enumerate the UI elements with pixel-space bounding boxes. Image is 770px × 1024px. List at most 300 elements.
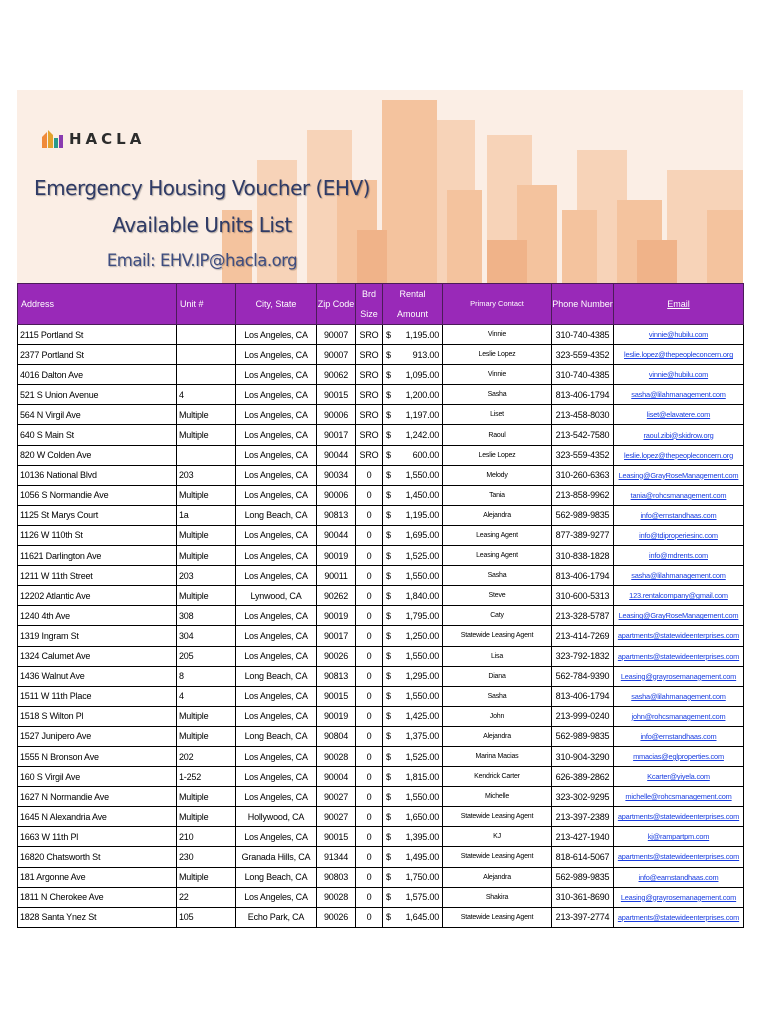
cell-zip: 90813 <box>317 666 356 686</box>
cell-city-state: Long Beach, CA <box>236 666 317 686</box>
table-row <box>18 827 744 847</box>
cell-rental-amount <box>383 505 443 525</box>
column-header-rent-line-2: Amount <box>396 309 429 319</box>
cell-bedroom-size: SRO <box>356 405 383 425</box>
cell-primary-contact: Leslie Lopez <box>443 345 552 365</box>
cell-address: 1663 W 11th Pl <box>18 827 177 847</box>
cell-email-link[interactable]: raoul.zibi@skidrow.org <box>614 425 744 445</box>
cell-phone: 310-740-4385 <box>552 325 614 345</box>
table-row <box>18 847 744 867</box>
cell-rental-amount <box>383 847 443 867</box>
header-banner <box>17 90 743 284</box>
cell-zip: 90011 <box>317 566 356 586</box>
cell-bedroom-size: 0 <box>356 546 383 566</box>
cell-unit <box>177 345 236 365</box>
currency-symbol: $ <box>386 791 391 802</box>
cell-phone: 818-614-5067 <box>552 847 614 867</box>
cell-rental-amount <box>383 726 443 746</box>
cell-zip: 90019 <box>317 546 356 566</box>
cell-phone: 213-414-7269 <box>552 626 614 646</box>
rent-value: 1,250.00 <box>405 630 439 641</box>
cell-phone: 323-792-1832 <box>552 646 614 666</box>
cell-primary-contact: Vinnie <box>443 365 552 385</box>
cell-bedroom-size: 0 <box>356 746 383 766</box>
cell-city-state: Los Angeles, CA <box>236 767 317 787</box>
page-title-line-2: Available Units List <box>112 213 292 237</box>
rent-value: 1,197.00 <box>405 409 439 420</box>
cell-zip: 90015 <box>317 827 356 847</box>
cell-city-state: Los Angeles, CA <box>236 887 317 907</box>
currency-symbol: $ <box>386 831 391 842</box>
rent-value: 1,840.00 <box>405 590 439 601</box>
cell-city-state: Los Angeles, CA <box>236 425 317 445</box>
cell-city-state: Los Angeles, CA <box>236 606 317 626</box>
cell-primary-contact: Shakira <box>443 887 552 907</box>
currency-symbol: $ <box>386 731 391 742</box>
cell-unit: 210 <box>177 827 236 847</box>
currency-symbol: $ <box>386 389 391 400</box>
rent-value: 600.00 <box>412 450 439 461</box>
cell-primary-contact: Liset <box>443 405 552 425</box>
table-row <box>18 606 744 626</box>
cell-primary-contact: John <box>443 706 552 726</box>
column-header-address: Address <box>18 284 177 325</box>
cell-primary-contact: Michelle <box>443 787 552 807</box>
cell-city-state: Los Angeles, CA <box>236 566 317 586</box>
table-row <box>18 686 744 706</box>
cell-primary-contact: Statewide Leasing Agent <box>443 907 552 927</box>
cell-address: 1324 Calumet Ave <box>18 646 177 666</box>
cell-primary-contact: Caty <box>443 606 552 626</box>
cell-phone: 323-559-4352 <box>552 445 614 465</box>
cell-email-link[interactable]: apartments@statewideenterprises.com <box>614 646 744 666</box>
cell-email-link[interactable]: Leasing@grayrosemanagement.com <box>614 887 744 907</box>
table-row <box>18 405 744 425</box>
column-header-unit: Unit # <box>177 284 236 325</box>
table-row <box>18 726 744 746</box>
currency-symbol: $ <box>386 490 391 501</box>
cell-email-link[interactable]: apartments@statewideenterprises.com <box>614 907 744 927</box>
cell-city-state: Los Angeles, CA <box>236 686 317 706</box>
cell-city-state: Los Angeles, CA <box>236 365 317 385</box>
cell-rental-amount <box>383 485 443 505</box>
cell-email-link[interactable]: sasha@lilahmanagement.com <box>614 686 744 706</box>
cell-address: 1511 W 11th Place <box>18 686 177 706</box>
cell-bedroom-size: SRO <box>356 425 383 445</box>
cell-rental-amount <box>383 405 443 425</box>
cell-address: 820 W Colden Ave <box>18 445 177 465</box>
cell-email-link[interactable]: apartments@statewideenterprises.com <box>614 807 744 827</box>
cell-unit: Multiple <box>177 586 236 606</box>
cell-email-link[interactable]: info@ernstandhaas.com <box>614 505 744 525</box>
table-row <box>18 626 744 646</box>
cell-primary-contact: Statewide Leasing Agent <box>443 807 552 827</box>
cell-zip: 90028 <box>317 746 356 766</box>
cell-primary-contact: Leasing Agent <box>443 546 552 566</box>
cell-city-state: Los Angeles, CA <box>236 787 317 807</box>
cell-city-state: Los Angeles, CA <box>236 546 317 566</box>
cell-zip: 90006 <box>317 485 356 505</box>
cell-bedroom-size: 0 <box>356 807 383 827</box>
table-row <box>18 706 744 726</box>
cell-bedroom-size: 0 <box>356 767 383 787</box>
table-row <box>18 787 744 807</box>
table-row <box>18 887 744 907</box>
cell-address: 12202 Atlantic Ave <box>18 586 177 606</box>
table-row <box>18 445 744 465</box>
cell-primary-contact: Kendrick Carter <box>443 767 552 787</box>
cell-phone: 310-361-8690 <box>552 887 614 907</box>
cell-city-state: Los Angeles, CA <box>236 626 317 646</box>
rent-value: 1,575.00 <box>405 892 439 903</box>
cell-email-link[interactable]: tania@rohcsmanagement.com <box>614 485 744 505</box>
table-row <box>18 566 744 586</box>
currency-symbol: $ <box>386 711 391 722</box>
cell-zip: 90017 <box>317 626 356 646</box>
cell-address: 564 N Virgil Ave <box>18 405 177 425</box>
cell-phone: 310-904-3290 <box>552 746 614 766</box>
cell-phone: 213-999-0240 <box>552 706 614 726</box>
currency-symbol: $ <box>386 691 391 702</box>
cell-rental-amount <box>383 827 443 847</box>
cell-zip: 90004 <box>317 767 356 787</box>
cell-phone: 310-838-1828 <box>552 546 614 566</box>
cell-city-state: Long Beach, CA <box>236 867 317 887</box>
rent-value: 1,550.00 <box>405 570 439 581</box>
hacla-logo-text: HACLA <box>69 130 146 148</box>
rent-value: 1,195.00 <box>405 329 439 340</box>
cell-zip: 90062 <box>317 365 356 385</box>
cell-phone: 813-406-1794 <box>552 566 614 586</box>
cell-address: 181 Argonne Ave <box>18 867 177 887</box>
cell-city-state: Lynwood, CA <box>236 586 317 606</box>
table-row <box>18 907 744 927</box>
cell-email-link[interactable]: info@mdrents.com <box>614 546 744 566</box>
table-row <box>18 867 744 887</box>
currency-symbol: $ <box>386 851 391 862</box>
cell-address: 1828 Santa Ynez St <box>18 907 177 927</box>
table-row <box>18 666 744 686</box>
cell-address: 1211 W 11th Street <box>18 566 177 586</box>
cell-city-state: Granada Hills, CA <box>236 847 317 867</box>
cell-rental-amount <box>383 566 443 586</box>
cell-address: 1319 Ingram St <box>18 626 177 646</box>
cell-primary-contact: Statewide Leasing Agent <box>443 847 552 867</box>
cell-address: 16820 Chatsworth St <box>18 847 177 867</box>
column-header-bedroom-line-2: Size <box>360 309 378 319</box>
cell-unit: 230 <box>177 847 236 867</box>
cell-phone: 213-328-5787 <box>552 606 614 626</box>
cell-email-link[interactable]: mmacias@eglproperties.com <box>614 746 744 766</box>
cell-email-link[interactable]: Kcarter@yiyela.com <box>614 767 744 787</box>
cell-address: 11621 Darlington Ave <box>18 546 177 566</box>
rent-value: 1,550.00 <box>405 791 439 802</box>
cell-unit <box>177 365 236 385</box>
cell-primary-contact: Alejandra <box>443 505 552 525</box>
cell-city-state: Long Beach, CA <box>236 726 317 746</box>
cell-email-link[interactable]: info@earnstandhaas.com <box>614 867 744 887</box>
cell-city-state: Echo Park, CA <box>236 907 317 927</box>
rent-value: 1,395.00 <box>405 831 439 842</box>
cell-unit <box>177 445 236 465</box>
cell-rental-amount <box>383 646 443 666</box>
column-header-phone: Phone Number <box>552 284 614 325</box>
column-header-email <box>614 284 744 325</box>
cell-city-state: Los Angeles, CA <box>236 525 317 545</box>
hacla-logo-icon <box>42 130 64 148</box>
cell-rental-amount <box>383 666 443 686</box>
rent-value: 913.00 <box>412 349 439 360</box>
cell-rental-amount <box>383 586 443 606</box>
cell-email-link[interactable]: sasha@lilahmanagement.com <box>614 566 744 586</box>
cell-rental-amount <box>383 626 443 646</box>
cell-zip: 90044 <box>317 445 356 465</box>
cell-unit: Multiple <box>177 807 236 827</box>
cell-email-link[interactable]: info@tdiproperiesinc.com <box>614 525 744 545</box>
cell-bedroom-size: 0 <box>356 847 383 867</box>
currency-symbol: $ <box>386 409 391 420</box>
column-header-city-state: City, State <box>236 284 317 325</box>
cell-unit: 202 <box>177 746 236 766</box>
cell-primary-contact: Sasha <box>443 566 552 586</box>
cell-phone: 562-989-9835 <box>552 505 614 525</box>
cell-email-link[interactable]: Leasing@GrayRoseManagement.com <box>614 465 744 485</box>
column-header-bedroom-line-1: Brd <box>361 289 376 299</box>
currency-symbol: $ <box>386 550 391 561</box>
cell-phone: 813-406-1794 <box>552 686 614 706</box>
cell-city-state: Los Angeles, CA <box>236 345 317 365</box>
cell-unit: Multiple <box>177 706 236 726</box>
cell-address: 521 S Union Avenue <box>18 385 177 405</box>
currency-symbol: $ <box>386 811 391 822</box>
cell-city-state: Long Beach, CA <box>236 505 317 525</box>
cell-email-link[interactable]: Leasing@GrayRoseManagement.com <box>614 606 744 626</box>
table-row <box>18 746 744 766</box>
cell-rental-amount <box>383 767 443 787</box>
cell-unit: 203 <box>177 465 236 485</box>
cell-primary-contact: KJ <box>443 827 552 847</box>
hacla-logo <box>42 130 145 148</box>
cell-unit: 308 <box>177 606 236 626</box>
currency-symbol: $ <box>386 590 391 601</box>
currency-symbol: $ <box>386 671 391 682</box>
cell-address: 2377 Portland St <box>18 345 177 365</box>
cell-address: 1436 Walnut Ave <box>18 666 177 686</box>
rent-value: 1,815.00 <box>405 771 439 782</box>
rent-value: 1,425.00 <box>405 711 439 722</box>
rent-value: 1,495.00 <box>405 851 439 862</box>
cell-rental-amount <box>383 325 443 345</box>
table-row <box>18 385 744 405</box>
cell-zip: 90007 <box>317 325 356 345</box>
cell-email-link[interactable]: liset@elavatere.com <box>614 405 744 425</box>
cell-phone: 213-858-9962 <box>552 485 614 505</box>
cell-address: 1125 St Marys Court <box>18 505 177 525</box>
cell-primary-contact: Leslie Lopez <box>443 445 552 465</box>
cell-unit: 205 <box>177 646 236 666</box>
cell-primary-contact: Melody <box>443 465 552 485</box>
cell-email-link[interactable]: apartments@statewideenterprises.com <box>614 847 744 867</box>
cell-email-link[interactable]: apartments@statewideenterprises.com <box>614 626 744 646</box>
cell-zip: 90015 <box>317 385 356 405</box>
cell-phone: 310-740-4385 <box>552 365 614 385</box>
cell-zip: 90026 <box>317 907 356 927</box>
cell-unit: 1a <box>177 505 236 525</box>
rent-value: 1,195.00 <box>405 510 439 521</box>
cell-rental-amount <box>383 365 443 385</box>
cell-city-state: Hollywood, CA <box>236 807 317 827</box>
cell-primary-contact: Alejandra <box>443 867 552 887</box>
cell-bedroom-size: 0 <box>356 867 383 887</box>
table-row <box>18 505 744 525</box>
cell-unit <box>177 325 236 345</box>
cell-phone: 213-397-2774 <box>552 907 614 927</box>
table-row <box>18 485 744 505</box>
page-title-line-1: Emergency Housing Voucher (EHV) <box>34 176 370 200</box>
cell-bedroom-size: 0 <box>356 787 383 807</box>
cell-phone: 562-989-9835 <box>552 867 614 887</box>
cell-bedroom-size: SRO <box>356 345 383 365</box>
rent-value: 1,450.00 <box>405 490 439 501</box>
cell-primary-contact: Statewide Leasing Agent <box>443 626 552 646</box>
table-row <box>18 345 744 365</box>
cell-rental-amount <box>383 686 443 706</box>
cell-bedroom-size: 0 <box>356 465 383 485</box>
cell-email-link[interactable]: kj@rampartpm.com <box>614 827 744 847</box>
table-row <box>18 546 744 566</box>
cell-zip: 90026 <box>317 646 356 666</box>
cell-unit: Multiple <box>177 867 236 887</box>
cell-bedroom-size: 0 <box>356 726 383 746</box>
cell-zip: 90019 <box>317 606 356 626</box>
currency-symbol: $ <box>386 450 391 461</box>
table-row <box>18 646 744 666</box>
cell-primary-contact: Alejandra <box>443 726 552 746</box>
rent-value: 1,550.00 <box>405 691 439 702</box>
cell-phone: 323-302-9295 <box>552 787 614 807</box>
cell-email-link[interactable]: 123.rentalcompany@gmail.com <box>614 586 744 606</box>
cell-primary-contact: Sasha <box>443 686 552 706</box>
cell-city-state: Los Angeles, CA <box>236 405 317 425</box>
cell-email-link[interactable]: leslie.lopez@thepeopleconcern.org <box>614 345 744 365</box>
cell-unit: Multiple <box>177 425 236 445</box>
cell-phone: 562-784-9390 <box>552 666 614 686</box>
cell-phone: 213-397-2389 <box>552 807 614 827</box>
cell-bedroom-size: 0 <box>356 666 383 686</box>
cell-zip: 90813 <box>317 505 356 525</box>
cell-zip: 90803 <box>317 867 356 887</box>
cell-rental-amount <box>383 606 443 626</box>
cell-primary-contact: Sasha <box>443 385 552 405</box>
cell-city-state: Los Angeles, CA <box>236 646 317 666</box>
currency-symbol: $ <box>386 771 391 782</box>
cell-rental-amount <box>383 525 443 545</box>
table-row <box>18 586 744 606</box>
cell-primary-contact: Tania <box>443 485 552 505</box>
cell-unit: Multiple <box>177 525 236 545</box>
cell-bedroom-size: SRO <box>356 365 383 385</box>
cell-unit: 105 <box>177 907 236 927</box>
cell-email-link[interactable]: vinnie@hubilu.com <box>614 325 744 345</box>
cell-primary-contact: Lisa <box>443 646 552 666</box>
cell-phone: 213-458-8030 <box>552 405 614 425</box>
table-row <box>18 325 744 345</box>
cell-primary-contact: Diana <box>443 666 552 686</box>
cell-email-link[interactable]: john@rohcsmanagement.com <box>614 706 744 726</box>
cell-email-link[interactable]: Leasing@grayrosemanagement.com <box>614 666 744 686</box>
currency-symbol: $ <box>386 610 391 621</box>
cell-zip: 90028 <box>317 887 356 907</box>
table-row <box>18 465 744 485</box>
cell-email-link[interactable]: sasha@lilahmanagement.com <box>614 385 744 405</box>
cell-rental-amount <box>383 807 443 827</box>
table-row <box>18 767 744 787</box>
cell-address: 1527 Junipero Ave <box>18 726 177 746</box>
currency-symbol: $ <box>386 912 391 923</box>
table-row <box>18 525 744 545</box>
currency-symbol: $ <box>386 430 391 441</box>
cell-bedroom-size: SRO <box>356 385 383 405</box>
cell-primary-contact: Marina Macias <box>443 746 552 766</box>
cell-bedroom-size: 0 <box>356 827 383 847</box>
cell-rental-amount <box>383 445 443 465</box>
rent-value: 1,550.00 <box>405 470 439 481</box>
cell-city-state: Los Angeles, CA <box>236 385 317 405</box>
table-row <box>18 807 744 827</box>
cell-email-link[interactable]: info@ernstandhaas.com <box>614 726 744 746</box>
cell-primary-contact: Steve <box>443 586 552 606</box>
cell-email-link[interactable]: michelle@rohcsmanagement.com <box>614 787 744 807</box>
currency-symbol: $ <box>386 872 391 883</box>
cell-city-state: Los Angeles, CA <box>236 445 317 465</box>
cell-zip: 90034 <box>317 465 356 485</box>
cell-address: 1627 N Normandie Ave <box>18 787 177 807</box>
cell-address: 160 S Virgil Ave <box>18 767 177 787</box>
rent-value: 1,750.00 <box>405 872 439 883</box>
cell-bedroom-size: 0 <box>356 505 383 525</box>
cell-rental-amount <box>383 546 443 566</box>
table-header <box>18 284 744 325</box>
cell-bedroom-size: SRO <box>356 445 383 465</box>
cell-zip: 90262 <box>317 586 356 606</box>
rent-value: 1,242.00 <box>405 430 439 441</box>
cell-phone: 213-427-1940 <box>552 827 614 847</box>
cell-bedroom-size: 0 <box>356 586 383 606</box>
cell-bedroom-size: 0 <box>356 525 383 545</box>
column-header-rental-amount <box>383 284 443 325</box>
cell-address: 1518 S Wilton Pl <box>18 706 177 726</box>
column-header-zip: Zip Code <box>317 284 356 325</box>
table-body <box>18 325 744 928</box>
cell-bedroom-size: 0 <box>356 606 383 626</box>
rent-value: 1,695.00 <box>405 530 439 541</box>
cell-email-link[interactable]: leslie.lopez@thepeopleconcern.org <box>614 445 744 465</box>
cell-zip: 90804 <box>317 726 356 746</box>
rent-value: 1,375.00 <box>405 731 439 742</box>
currency-symbol: $ <box>386 470 391 481</box>
cell-unit: 4 <box>177 686 236 706</box>
cell-bedroom-size: 0 <box>356 646 383 666</box>
cell-zip: 90006 <box>317 405 356 425</box>
column-header-primary-contact: Primary Contact <box>443 284 552 325</box>
cell-address: 4016 Dalton Ave <box>18 365 177 385</box>
cell-city-state: Los Angeles, CA <box>236 827 317 847</box>
cell-rental-amount <box>383 787 443 807</box>
cell-city-state: Los Angeles, CA <box>236 485 317 505</box>
cell-rental-amount <box>383 425 443 445</box>
cell-email-link[interactable]: vinnie@hubilu.com <box>614 365 744 385</box>
cell-zip: 90017 <box>317 425 356 445</box>
